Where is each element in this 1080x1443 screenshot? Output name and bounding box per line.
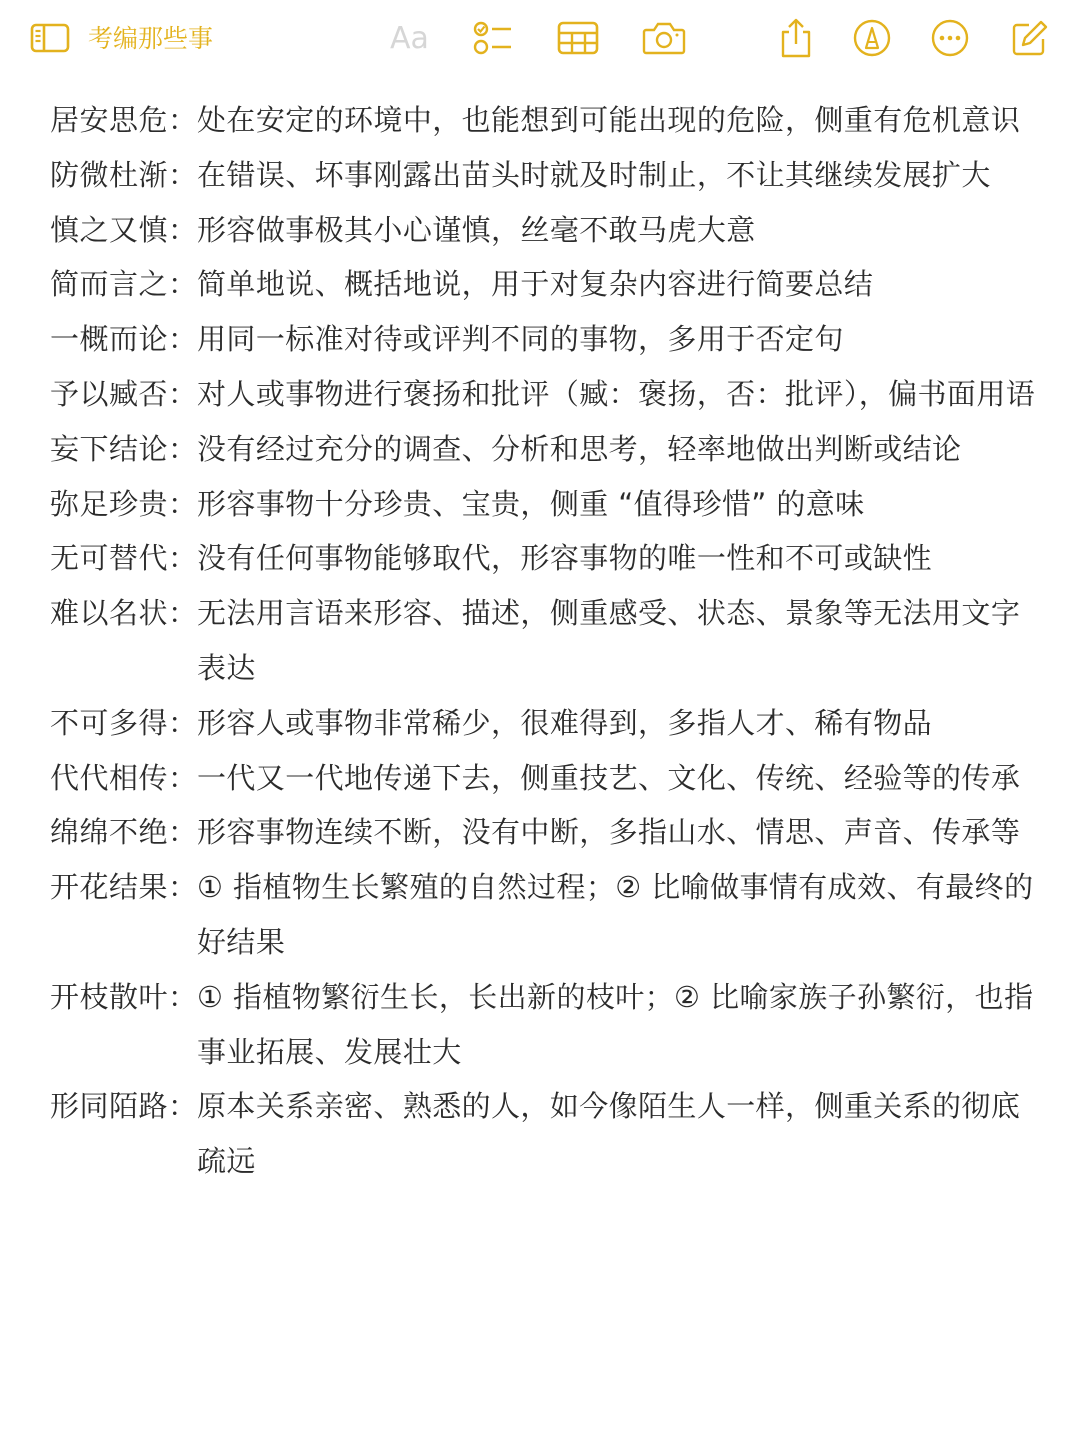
idiom-entry[interactable]: [50, 751, 1040, 806]
idiom-definition: 形容做事极其小心谨慎，丝毫不敢马虎大意: [197, 212, 756, 247]
idiom-colon: ：: [168, 541, 198, 576]
idiom-term: 慎之又慎: [50, 212, 169, 247]
idiom-term: 一概而论: [50, 322, 169, 357]
idiom-colon: ：: [168, 815, 198, 850]
idiom-colon: ：: [168, 322, 198, 357]
idiom-definition: 处在安定的环境中，也能想到可能出现的危险，侧重有危机意识: [197, 103, 1021, 137]
checklist-button[interactable]: [472, 16, 516, 60]
idiom-entry[interactable]: [50, 805, 1040, 860]
format-button[interactable]: Aa: [390, 21, 429, 56]
idiom-term: 居安思危: [50, 103, 169, 137]
note-body[interactable]: [50, 93, 1040, 1189]
idiom-definition: 对人或事物进行褒扬和批评（臧：褒扬，否：批评），偏书面用语: [197, 376, 1036, 411]
idiom-definition: 一代又一代地传递下去，侧重技艺、文化、传统、经验等的传承: [197, 760, 1021, 795]
idiom-entry[interactable]: [50, 148, 1040, 203]
idiom-colon: ：: [168, 212, 198, 247]
idiom-entry[interactable]: [50, 93, 1040, 148]
idiom-term: 简而言之: [50, 267, 169, 302]
idiom-definition: ① 指植物生长繁殖的自然过程；② 比喻做事情有成效、有最终的好结果: [197, 870, 1034, 959]
idiom-entry[interactable]: [50, 422, 1040, 477]
idiom-colon: ：: [168, 760, 198, 795]
idiom-entry[interactable]: [50, 1079, 1040, 1189]
idiom-term: 开花结果: [50, 870, 169, 905]
share-icon: [778, 17, 814, 59]
idiom-term: 予以臧否: [50, 376, 169, 411]
idiom-term: 开枝散叶: [50, 979, 169, 1014]
idiom-colon: ：: [168, 486, 198, 521]
sidebar-icon: [30, 22, 70, 54]
checklist-icon: [473, 20, 515, 56]
idiom-entry[interactable]: [50, 586, 1040, 696]
idiom-entry[interactable]: [50, 367, 1040, 422]
idiom-definition: 没有任何事物能够取代，形容事物的唯一性和不可或缺性: [197, 541, 933, 576]
idiom-term: 难以名状: [50, 596, 169, 631]
markup-icon: [852, 18, 892, 58]
idiom-term: 弥足珍贵: [50, 486, 169, 521]
idiom-colon: ：: [168, 431, 198, 466]
idiom-entry[interactable]: [50, 257, 1040, 312]
idiom-definition: 用同一标准对待或评判不同的事物，多用于否定句: [197, 322, 844, 357]
sidebar-toggle-button[interactable]: [28, 16, 72, 60]
idiom-colon: ：: [168, 1089, 198, 1124]
idiom-colon: ：: [168, 103, 198, 137]
idiom-colon: ：: [168, 376, 198, 411]
idiom-colon: ：: [168, 705, 198, 740]
idiom-colon: ：: [168, 870, 198, 905]
idiom-term: 妄下结论: [50, 431, 169, 466]
idiom-definition: 形容事物连续不断，没有中断，多指山水、情思、声音、传承等: [197, 815, 1021, 850]
idiom-entry[interactable]: [50, 860, 1040, 970]
idiom-term: 形同陌路: [50, 1089, 169, 1124]
idiom-entry[interactable]: [50, 696, 1040, 751]
idiom-entry[interactable]: [50, 203, 1040, 258]
idiom-term: 防微杜渐: [50, 157, 169, 192]
compose-button[interactable]: [1008, 16, 1052, 60]
idiom-definition: 原本关系亲密、熟悉的人，如今像陌生人一样，侧重关系的彻底疏远: [197, 1089, 1021, 1179]
idiom-definition: 无法用言语来形容、描述，侧重感受、状态、景象等无法用文字表达: [197, 596, 1021, 685]
idiom-colon: ：: [168, 157, 198, 192]
table-button[interactable]: [556, 16, 600, 60]
idiom-term: 无可替代: [50, 541, 169, 576]
markup-button[interactable]: [850, 16, 894, 60]
idiom-entry[interactable]: [50, 477, 1040, 532]
idiom-term: 绵绵不绝: [50, 815, 169, 850]
camera-button[interactable]: [642, 16, 686, 60]
share-button[interactable]: [774, 16, 818, 60]
idiom-definition: 形容人或事物非常稀少，很难得到，多指人才、稀有物品: [197, 705, 933, 740]
idiom-definition: ① 指植物繁衍生长，长出新的枝叶；② 比喻家族子孙繁衍，也指事业拓展、发展壮大: [197, 979, 1034, 1069]
compose-icon: [1011, 19, 1049, 57]
table-icon: [557, 21, 599, 55]
folder-back-title[interactable]: 考编那些事: [88, 24, 214, 53]
idiom-definition: 形容事物十分珍贵、宝贵，侧重 “值得珍惜” 的意味: [197, 486, 865, 521]
idiom-entry[interactable]: [50, 312, 1040, 367]
idiom-definition: 没有经过充分的调查、分析和思考，轻率地做出判断或结论: [197, 431, 962, 466]
idiom-term: 不可多得: [50, 705, 169, 740]
notes-toolbar: [0, 0, 1080, 80]
idiom-entry[interactable]: [50, 970, 1040, 1080]
camera-icon: [642, 21, 686, 55]
idiom-colon: ：: [168, 596, 198, 631]
idiom-colon: ：: [168, 979, 198, 1014]
idiom-term: 代代相传: [50, 760, 169, 795]
idiom-colon: ：: [168, 267, 198, 302]
idiom-definition: 在错误、坏事刚露出苗头时就及时制止，不让其继续发展扩大: [197, 157, 991, 192]
more-button[interactable]: [928, 16, 972, 60]
more-icon: [930, 18, 970, 58]
idiom-entry[interactable]: [50, 531, 1040, 586]
idiom-definition: 简单地说、概括地说，用于对复杂内容进行简要总结: [197, 267, 874, 302]
